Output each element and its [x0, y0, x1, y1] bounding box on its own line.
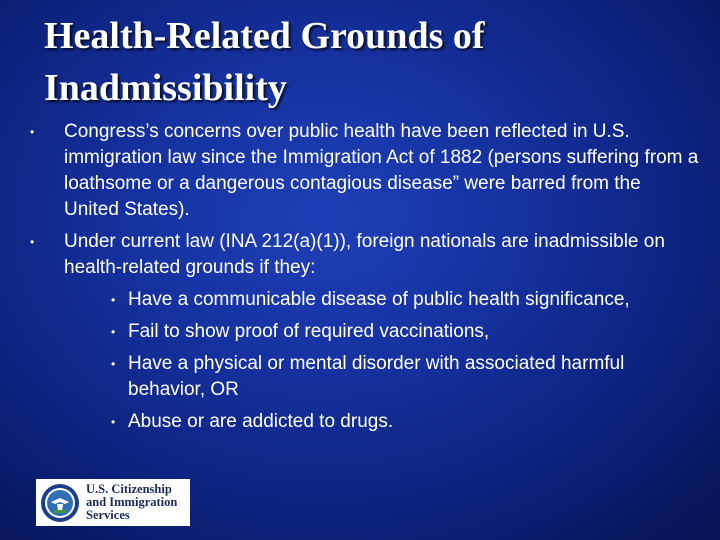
sub-bullet-marker: •: [111, 325, 116, 339]
bullet-text: Under current law (INA 212(a)(1)), foreign nationals are inadmissible on health-related grounds if they:: [64, 231, 665, 278]
sub-bullet-marker: •: [111, 357, 116, 371]
sub-bullet-group: [0, 287, 700, 435]
bullet-list: [0, 119, 720, 441]
bullet-item-2: [0, 229, 720, 435]
sub-bullet-marker: •: [111, 293, 116, 307]
bullet-marker: •: [30, 125, 35, 139]
bullet-text: Congress’s concerns over public health have been reflected in U.S. immigration law since the Immigration Act of 1882 (persons suffering from a loathsome or a dangerous contagious disease” were barred from the United States).: [64, 121, 699, 220]
title-line-1: Health-Related Grounds of: [44, 15, 485, 57]
sub-bullet-text: Abuse or are addicted to drugs.: [128, 411, 394, 432]
slide-title: [44, 10, 684, 114]
logo-line-3: Services: [86, 508, 130, 522]
sub-bullet-text: Have a communicable disease of public health significance,: [128, 289, 630, 310]
logo-line-2: and Immigration: [86, 495, 178, 509]
sub-bullet-text: Fail to show proof of required vaccinations,: [128, 321, 490, 342]
logo-line-1: U.S. Citizenship: [86, 482, 172, 496]
bullet-marker: •: [30, 235, 35, 249]
sub-bullet-marker: •: [111, 415, 116, 429]
sub-bullet-item: [0, 351, 700, 403]
sub-bullet-list: [0, 287, 700, 435]
title-line-2: Inadmissibility: [44, 67, 287, 109]
sub-bullet-item: [0, 319, 700, 345]
dhs-seal-icon: [40, 483, 80, 523]
uscis-logo: [36, 479, 190, 526]
sub-bullet-text: Have a physical or mental disorder with associated harmful behavior, OR: [128, 353, 625, 400]
logo-text: [86, 483, 177, 522]
sub-bullet-item: [0, 287, 700, 313]
sub-bullet-item: [0, 409, 700, 435]
bullet-item-1: [0, 119, 720, 223]
